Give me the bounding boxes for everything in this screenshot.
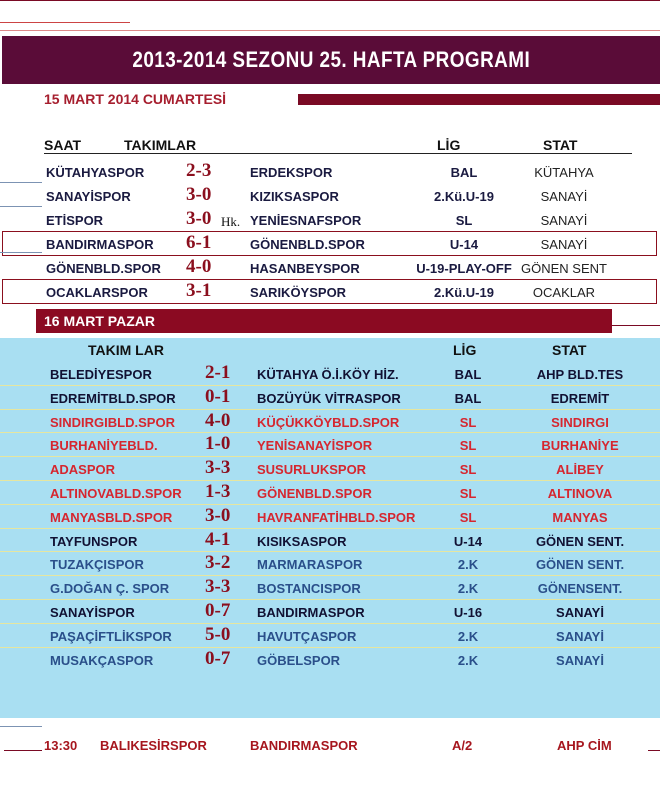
match-score: 1-3 xyxy=(205,481,231,502)
stadium: SANAYİ xyxy=(540,237,588,252)
away-team: GÖBELSPOR xyxy=(257,652,341,668)
day2-header-takimlar: TAKIM LAR xyxy=(88,342,164,358)
day1-match-row xyxy=(0,256,660,280)
match-score: 3-3 xyxy=(205,457,231,479)
stadium: SANAYİ xyxy=(556,605,604,620)
row-divider xyxy=(0,647,660,648)
page-title: 2013-2014 SEZONU 25. HAFTA PROGRAMI xyxy=(2,36,660,84)
stadium: SANAYİ xyxy=(540,189,588,204)
top-rule xyxy=(0,0,660,1)
row-divider xyxy=(0,480,660,481)
date2-side-line xyxy=(612,325,660,326)
league: SL xyxy=(459,509,477,525)
day2-header-stat: STAT xyxy=(552,342,587,358)
home-team: MUSAKÇASPOR xyxy=(50,652,154,668)
day2-date: 16 MART PAZAR xyxy=(36,309,612,333)
row-outline xyxy=(2,279,657,304)
match-score: 3-2 xyxy=(205,552,231,574)
day2-match-row xyxy=(0,576,660,600)
day1-match-row xyxy=(0,208,660,232)
match-score: 5-0 xyxy=(205,623,231,645)
row-divider xyxy=(0,623,660,624)
footer-right-line xyxy=(648,750,660,751)
day2-match-row xyxy=(0,433,660,457)
home-team: ALTINOVABLD.SPOR xyxy=(50,486,182,501)
home-team: TUZAKÇISPOR xyxy=(50,557,144,573)
stadium: ALİBEY xyxy=(556,462,604,478)
home-team: BURHANİYEBLD. xyxy=(50,438,158,454)
match-score: 3-0 xyxy=(186,184,212,205)
stadium: ALTINOVA xyxy=(547,486,613,501)
away-team: KIZIKSASPOR xyxy=(250,189,339,204)
away-team: BOZÜYÜK VİTRASPOR xyxy=(257,390,401,406)
league: BAL xyxy=(454,367,482,382)
day2-match-row xyxy=(0,481,660,505)
home-team: SANAYİSPOR xyxy=(46,189,131,204)
league: SL xyxy=(459,438,477,454)
row-divider xyxy=(0,385,660,386)
row-divider xyxy=(0,575,660,576)
bottom-side-line xyxy=(0,726,42,727)
home-team: KÜTAHYASPOR xyxy=(46,165,145,180)
home-team: TAYFUNSPOR xyxy=(50,533,138,549)
row-side-line xyxy=(0,252,42,253)
league: SL xyxy=(459,414,477,430)
away-team: HASANBEYSPOR xyxy=(250,261,360,276)
away-team: KISIKSASPOR xyxy=(257,533,347,549)
match-score: 1-0 xyxy=(205,433,231,455)
league: 2.Kü.U-19 xyxy=(434,285,494,300)
league: SL xyxy=(459,486,477,501)
away-team: HAVUTÇASPOR xyxy=(257,628,357,644)
match-score: 0-1 xyxy=(205,385,231,407)
match-score: 3-3 xyxy=(205,576,231,598)
footer-away: BANDIRMASPOR xyxy=(250,738,358,753)
footer-league: A/2 xyxy=(452,738,473,753)
day2-match-row xyxy=(0,386,660,410)
header-takimlar: TAKIMLAR xyxy=(124,137,197,153)
match-score: 3-0 xyxy=(186,208,212,229)
stadium: KÜTAHYA xyxy=(534,165,594,180)
home-team: PAŞAÇİFTLİKSPOR xyxy=(50,628,172,644)
row-side-line xyxy=(0,182,42,183)
header-rule xyxy=(44,153,632,154)
footer-home: BALIKESİRSPOR xyxy=(100,738,207,753)
row-outline xyxy=(2,231,657,256)
away-team: BOSTANCISPOR xyxy=(257,581,361,597)
away-team: SARIKÖYSPOR xyxy=(250,285,347,300)
day2-match-row xyxy=(0,457,660,481)
league: 2.K xyxy=(457,557,479,573)
match-score: 3-1 xyxy=(186,280,212,301)
home-team: G.DOĞAN Ç. SPOR xyxy=(50,581,170,597)
away-team: HAVRANFATİHBLD.SPOR xyxy=(257,509,416,525)
away-team: ERDEKSPOR xyxy=(250,165,333,180)
day2-match-row xyxy=(0,505,660,529)
league: 2.Kü.U-19 xyxy=(434,189,494,204)
league: BAL xyxy=(454,390,482,406)
day2-match-row xyxy=(0,529,660,553)
day2-header-lig: LİG xyxy=(453,342,477,358)
stadium: EDREMİT xyxy=(550,390,610,406)
home-team: SINDIRGIBLD.SPOR xyxy=(50,414,175,430)
stadium: OCAKLAR xyxy=(532,285,596,300)
match-score: 0-7 xyxy=(205,600,231,621)
top-rule-2 xyxy=(0,22,130,23)
row-side-line xyxy=(0,206,42,207)
day2-match-row xyxy=(0,410,660,434)
match-score: 4-1 xyxy=(205,528,231,550)
day2-match-row xyxy=(0,624,660,648)
home-team: MANYASBLD.SPOR xyxy=(50,509,173,525)
day1-match-row xyxy=(0,160,660,184)
away-team: KÜTAHYA Ö.İ.KÖY HİZ. xyxy=(257,367,399,382)
footer-time: 13:30 xyxy=(44,738,78,753)
header-lig: LİG xyxy=(437,137,461,153)
away-team: YENİSANAYİSPOR xyxy=(257,438,373,454)
home-team: SANAYİSPOR xyxy=(50,605,135,620)
row-divider xyxy=(0,409,660,410)
league: U-16 xyxy=(453,605,483,620)
match-score: 2-3 xyxy=(186,160,212,181)
league: 2.K xyxy=(457,652,479,668)
away-team: MARMARASPOR xyxy=(257,557,363,573)
row-divider xyxy=(0,599,660,600)
away-team: SUSURLUKSPOR xyxy=(257,462,367,478)
row-divider xyxy=(0,551,660,552)
stadium: SANAYİ xyxy=(540,213,588,228)
stadium: BURHANİYE xyxy=(541,438,619,454)
stadium: GÖNENSENT. xyxy=(537,581,623,597)
home-team: BANDIRMASPOR xyxy=(46,237,154,252)
stadium: GÖNEN SENT xyxy=(521,261,607,276)
stadium: SANAYİ xyxy=(556,652,604,668)
row-divider xyxy=(0,504,660,505)
stadium: GÖNEN SENT. xyxy=(535,533,625,549)
match-score: 4-0 xyxy=(205,409,231,431)
header-saat: SAAT xyxy=(44,137,82,153)
stadium: SANAYİ xyxy=(556,628,604,644)
match-score: 4-0 xyxy=(186,256,212,277)
row-divider xyxy=(0,456,660,457)
home-team: GÖNENBLD.SPOR xyxy=(46,261,161,276)
day2-match-row xyxy=(0,648,660,672)
home-team: ADASPOR xyxy=(50,462,116,478)
away-team: GÖNENBLD.SPOR xyxy=(250,237,365,252)
match-score: 0-7 xyxy=(205,647,231,669)
day2-match-row xyxy=(0,600,660,624)
league: 2.K xyxy=(457,581,479,597)
away-team: BANDIRMASPOR xyxy=(257,605,365,620)
match-score: 6-1 xyxy=(186,232,212,253)
score-note: Hk. xyxy=(221,214,241,229)
stadium: GÖNEN SENT. xyxy=(535,557,625,573)
home-team: BELEDİYESPOR xyxy=(50,367,152,382)
row-divider xyxy=(0,432,660,433)
league: U-14 xyxy=(453,533,483,549)
home-team: ETİSPOR xyxy=(46,213,104,228)
league: BAL xyxy=(450,165,478,180)
day1-date-bar xyxy=(298,94,660,105)
stadium: AHP BLD.TES xyxy=(536,367,624,382)
stadium: MANYAS xyxy=(552,509,608,525)
day2-match-row xyxy=(0,362,660,386)
league: SL xyxy=(459,462,477,478)
home-team: OCAKLARSPOR xyxy=(46,285,148,300)
footer-side-line xyxy=(4,750,42,751)
away-team: KÜÇÜKKÖYBLD.SPOR xyxy=(257,414,400,430)
league: U-19-PLAY-OFF xyxy=(416,261,512,276)
match-score: 3-0 xyxy=(205,504,231,526)
away-team: YENİESNAFSPOR xyxy=(250,213,362,228)
row-divider xyxy=(0,528,660,529)
home-team: EDREMİTBLD.SPOR xyxy=(50,390,176,406)
footer-stat: AHP CİM xyxy=(557,738,612,753)
header-stat: STAT xyxy=(543,137,578,153)
away-team: GÖNENBLD.SPOR xyxy=(257,486,372,501)
league: U-14 xyxy=(449,237,479,252)
league: SL xyxy=(455,213,473,228)
day1-match-row xyxy=(0,184,660,208)
top-rule-3 xyxy=(0,30,660,31)
day2-match-row xyxy=(0,552,660,576)
match-score: 2-1 xyxy=(205,362,231,383)
day1-date: 15 MART 2014 CUMARTESİ xyxy=(44,91,227,107)
stadium: SINDIRGI xyxy=(551,414,609,430)
league: 2.K xyxy=(457,628,479,644)
